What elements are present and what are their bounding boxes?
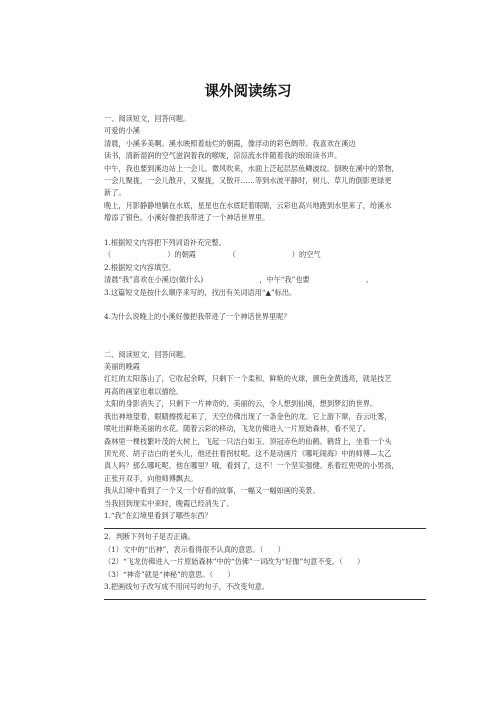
section2-question-2-item: （3）“神奇”就是“神秘”的意思。（ ）	[104, 569, 235, 579]
section2-paragraph: 森林里一棵枝繁叶茂的大树上，飞起一只洁白如玉、顶冠赤色的仙鹤。鹤背上，坐着一个头	[104, 436, 392, 446]
section2-paragraph: 喷吐出鲜艳美丽的水花。随着云彩的移动，飞龙仿佛进入一片原始森林，看不见了。	[104, 424, 370, 434]
section1-paragraph: 新了。	[104, 188, 126, 198]
section2-heading: 二、阅读短文，回答问题。	[104, 349, 191, 359]
section1-question-4: 4.为什么说晚上的小溪好像把我带进了一个神话世界里呢？	[104, 312, 291, 322]
section1-paragraph: 晚上，月影静静地躺在水底，星星也在水底眨着眼睛，云彩也高兴地跑到水里来了，给溪水	[104, 200, 392, 210]
section2-question-3: 3.把画线句子改写成不用问号的句子，不改变句意。	[104, 581, 269, 591]
section2-paragraph: 正张开双手，向他师傅飘去。	[104, 473, 198, 483]
section1-paragraph: 清晨，小溪多美啊。溪水映照着灿烂的朝霞，像浮动的彩色绸带。我喜欢在溪边	[104, 138, 356, 148]
section2-paragraph: 再高的画家也难以描绘。	[104, 386, 184, 396]
answer-line[interactable]	[104, 522, 426, 529]
section2-paragraph: 红红的太阳落山了，它收起余晖，只剩下一个柔和、鲜艳的火球，颜色金黄透亮，就是技艺	[104, 374, 392, 384]
section1-article-title: 可爱的小溪	[104, 126, 140, 136]
section1-paragraph: 中午，我也要到溪边站上一会儿。微风吹来，水面上泛起层层鱼鳞波纹。倒映在溪中的景物，	[104, 163, 399, 173]
section2-paragraph: 顶光亮、胡子洁白的老头儿，他还拄着拐杖呢。这不是动画片《哪吒闹海》中的师傅—太乙	[104, 448, 392, 458]
section2-paragraph: 我从幻境中看到了一个又一个好看的故事，一幅又一幅如画的美景。	[104, 486, 320, 496]
section1-question-2-blanks: 清晨“我”喜欢在小溪边(做什么) ，中午“我”也要 。	[104, 275, 373, 285]
section2-question-1: 1.“我”在幻境里看到了哪些东西？	[104, 510, 212, 520]
section1-paragraph: 增添了银色。小溪好像把我带进了一个神话世界里。	[104, 213, 270, 223]
section2-question-2-item: （2）“飞龙仿佛进入一片原始森林”中的“仿佛”一词改为“好像”句意不变。（ ）	[104, 557, 365, 567]
section2-paragraph: 我出神地望着，眼睛擦拨起来了，天空仿佛出现了一条金色的龙。它上游下窜，吞云吐雾，	[104, 411, 392, 421]
section1-paragraph: 读书，清新湿润的空气滋润着我的喉咙，淙淙流水伴随着我的琅琅读书声。	[104, 151, 342, 161]
answer-line[interactable]	[104, 593, 426, 600]
section2-paragraph: 当我回到现实中来时，晚霞已经消失了。	[104, 498, 234, 508]
section1-question-3: 3.这篇短文是按什么顺序来写的，找出有关词语用“▲”标出。	[104, 287, 297, 297]
section2-question-2: 2．判断下列句子是否正确。	[104, 532, 195, 542]
section2-paragraph: 真人吗？那么哪吒呢，他在哪里？哦，看到了，这不！一个坚实强健、系着红兜兜的小男孩，	[104, 461, 399, 471]
section1-question-2: 2.根据短文内容填空。	[104, 262, 176, 272]
section2-question-2-item: （1）文中的“出神”，表示看得很不认真的意思。（ ）	[104, 544, 285, 554]
section1-paragraph: 一会儿聚拢，一会儿散开，又聚拢，又散开……等到水波平静时，树儿、草儿的倒影更绿更	[104, 176, 392, 186]
section2-article-title: 美丽的晚霞	[104, 362, 140, 372]
section2-paragraph: 太阳的身影消失了，只剩下一片神奇的、美丽的云，令人想到仙境，想到梦幻的世界。	[104, 399, 378, 409]
worksheet-content	[104, 113, 426, 602]
section1-question-1-blanks: （ ）的朝霞 （ ）的空气	[104, 250, 321, 260]
section1-question-1: 1.根据短文内容把下列词语补充完整。	[104, 238, 226, 248]
section1-heading: 一、阅读短文，回答问题。	[104, 114, 191, 123]
page-title: 课外阅读练习	[204, 84, 292, 100]
